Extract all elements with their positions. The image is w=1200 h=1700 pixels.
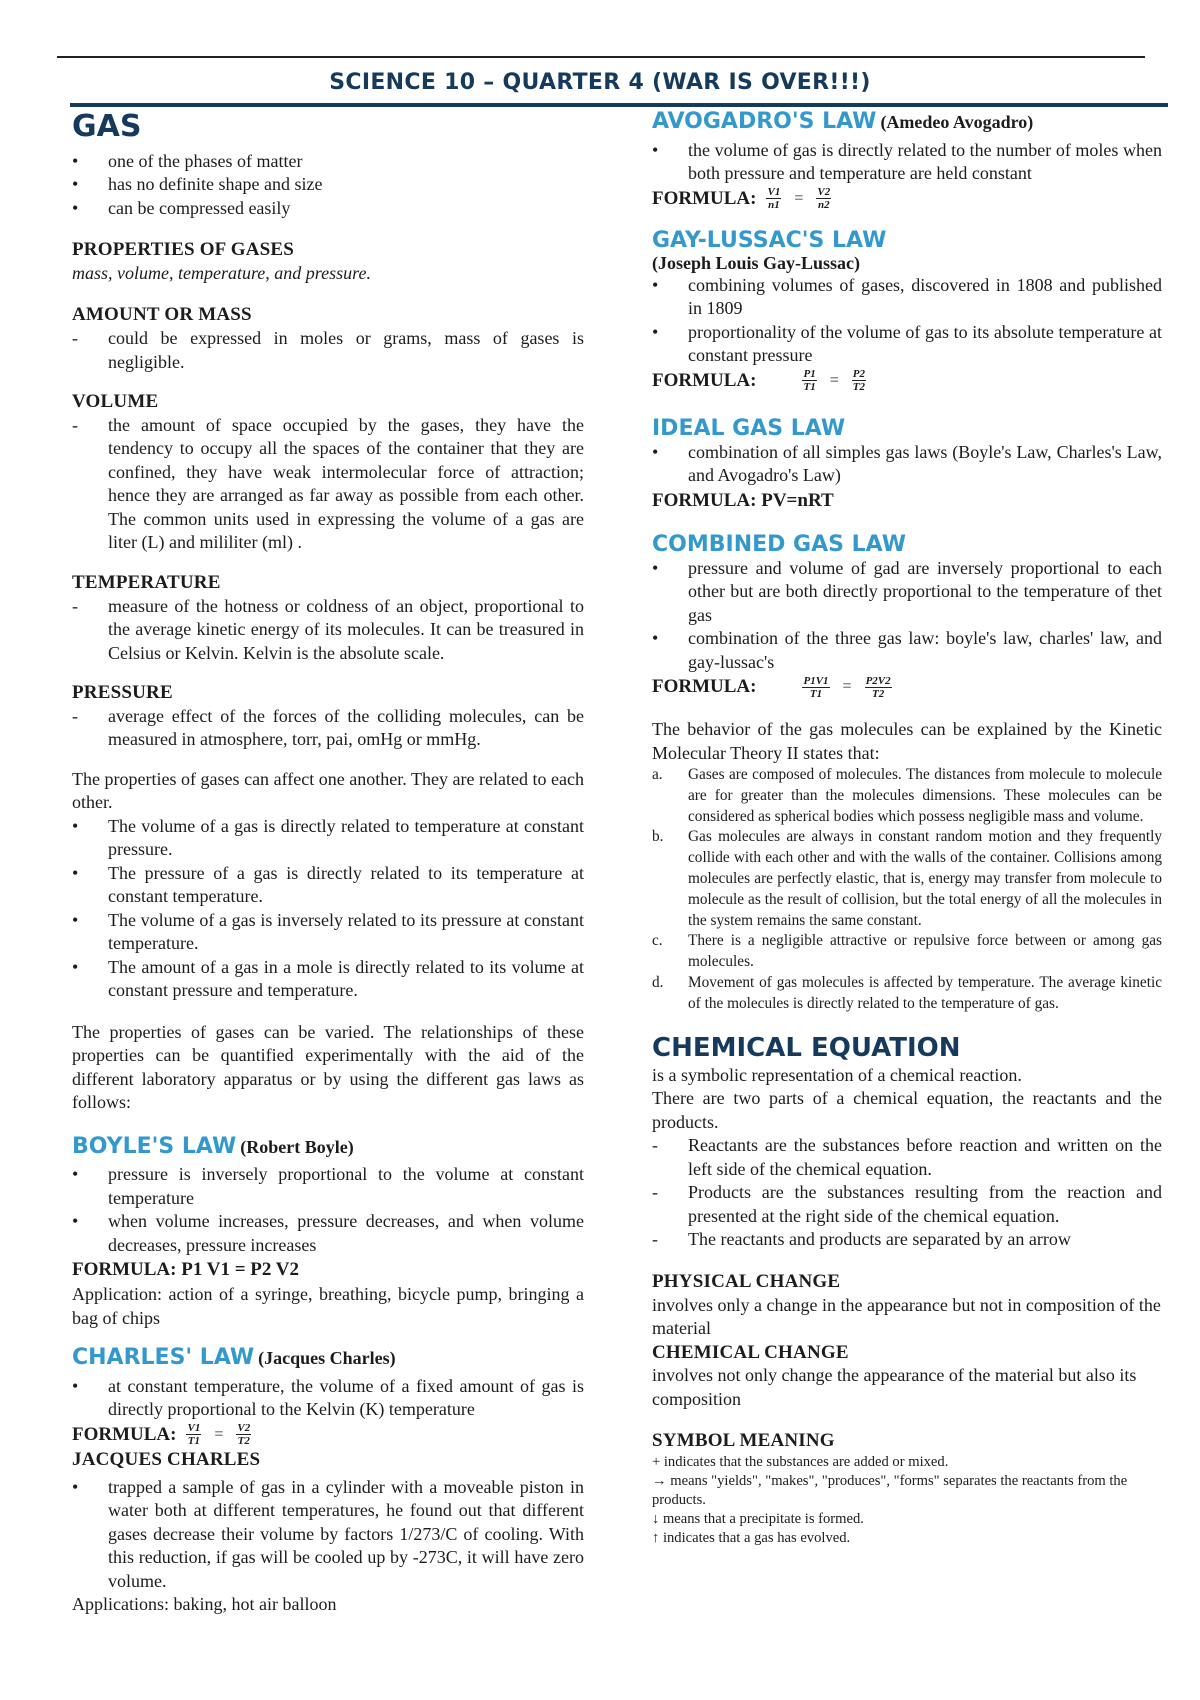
ideal-gas-formula: FORMULA: PV=nRT bbox=[652, 489, 834, 511]
list-item: + indicates that the substances are added or mixed. bbox=[652, 1454, 949, 1471]
list-item: • The volume of a gas is directly related to temperature at constant pressure. bbox=[72, 815, 584, 862]
combined-gas-title: COMBINED GAS LAW bbox=[652, 531, 906, 557]
amount-heading: AMOUNT OR MASS bbox=[72, 304, 252, 326]
pressure-heading: PRESSURE bbox=[72, 682, 173, 703]
list-item: ↓ means that a precipitate is formed. bbox=[652, 1511, 864, 1528]
fraction: $\frac{V2}{T2}$ bbox=[237, 1422, 251, 1448]
charles-person: (Jacques Charles) bbox=[258, 1348, 396, 1369]
list-item: • The pressure of a gas is directly related to its temperature at constant temperature. bbox=[72, 862, 584, 909]
properties-text: mass, volume, temperature, and pressure. bbox=[72, 262, 371, 283]
list-item: • the volume of gas is directly related to the number of moles when both pressure and temperature are held constant bbox=[652, 139, 1162, 186]
formula-label: FORMULA: bbox=[652, 187, 757, 209]
list-item: ↑ indicates that a gas has evolved. bbox=[652, 1530, 851, 1547]
list-item: • can be compressed easily bbox=[72, 197, 584, 221]
jacques-heading: JACQUES CHARLES bbox=[72, 1448, 261, 1470]
charles-formula: FORMULA: $\frac{V1}{T1}$ = $\frac{V2}{T2}$ bbox=[72, 1422, 251, 1448]
physical-change-text: involves only a change in the appearance but not in composition of the material bbox=[652, 1294, 1161, 1339]
list-item: • one of the phases of matter bbox=[72, 150, 584, 174]
avogadro-title: AVOGADRO'S LAW bbox=[652, 109, 877, 134]
symbol-list bbox=[652, 1453, 1162, 1548]
chemical-equation-dashes bbox=[652, 1134, 1162, 1252]
gay-lussac-formula: FORMULA: $\frac{P1}{T1}$ = $\frac{P2}{T2}$ bbox=[652, 368, 865, 394]
left-column bbox=[72, 108, 584, 1617]
avogadro-formula: FORMULA: $\frac{V1}{n1}$ = $\frac{V2}{n2}$ bbox=[652, 186, 831, 212]
gas-title: GAS bbox=[72, 109, 142, 144]
pressure-text: - average effect of the forces of the colliding molecules, can be measured in atmosphere, torr, pai, omHg or mmHg. bbox=[72, 705, 584, 752]
volume-heading: VOLUME bbox=[72, 391, 159, 412]
chemical-equation-title: CHEMICAL EQUATION bbox=[652, 1032, 961, 1063]
charles-title: CHARLES' LAW bbox=[72, 1345, 255, 1371]
fraction: $\frac{V1}{T1}$ bbox=[187, 1422, 201, 1448]
gay-lussac-bullets bbox=[652, 274, 1162, 368]
boyle-formula: FORMULA: P1 V1 = P2 V2 bbox=[72, 1259, 300, 1281]
title-rule bbox=[70, 103, 1168, 107]
list-item: • at constant temperature, the volume of a fixed amount of gas is directly proportional to the Kelvin (K) temperature bbox=[72, 1375, 584, 1422]
list-item: • combination of the three gas law: boyle's law, charles' law, and gay-lussac's bbox=[652, 627, 1162, 674]
formula-label: FORMULA: bbox=[652, 676, 757, 698]
fraction: $\frac{P2V2}{T2}$ bbox=[865, 674, 891, 700]
list-item: - The reactants and products are separated by an arrow bbox=[652, 1228, 1162, 1252]
avogadro-bullets bbox=[652, 139, 1162, 186]
related-bullets bbox=[72, 815, 584, 1003]
temperature-text: - measure of the hotness or coldness of an object, proportional to the average kinetic energy of its molecules. It can be treasured in Celsius or Kelvin. Kelvin is the absolute scale. bbox=[72, 595, 584, 666]
ideal-gas-bullets bbox=[652, 441, 1162, 488]
boyle-bullets bbox=[72, 1163, 584, 1257]
avogadro-heading bbox=[652, 108, 1162, 137]
charles-applications: Applications: baking, hot air balloon bbox=[72, 1594, 337, 1615]
varied-text: The properties of gases can be varied. The relationships of these properties can be quantified experimentally with the aid of the different laboratory apparatus or by using the different gas laws as follows: bbox=[72, 1021, 584, 1113]
page-title: SCIENCE 10 – QUARTER 4 (WAR IS OVER!!!) bbox=[329, 70, 871, 95]
chemical-change-text: involves not only change the appearance of the material but also its composition bbox=[652, 1365, 1137, 1409]
boyle-person: (Robert Boyle) bbox=[240, 1136, 354, 1157]
right-column bbox=[652, 108, 1162, 1548]
list-item: - Reactants are the substances before reaction and written on the left side of the chemical equation. bbox=[652, 1134, 1162, 1181]
list-item: • combination of all simples gas laws (Boyle's Law, Charles's Law, and Avogadro's Law) bbox=[652, 441, 1162, 488]
list-item: → means "yields", "makes", "produces", "forms" separates the reactants from the products. bbox=[652, 1473, 1128, 1509]
volume-text: - the amount of space occupied by the gases, they have the tendency to occupy all the spaces of the container that they are confined, they have weak intermolecular force of attraction; hence they are arranged as far away as possible from each other. The common units used in expressing the volume of a gas are liter (L) and mililiter (ml) . bbox=[72, 414, 584, 555]
chemical-equation-definition: is a symbolic representation of a chemical reaction. bbox=[652, 1064, 1022, 1085]
list-item: • combining volumes of gases, discovered in 1808 and published in 1809 bbox=[652, 274, 1162, 321]
list-item: • pressure is inversely proportional to the volume at constant temperature bbox=[72, 1163, 584, 1210]
list-item: - Products are the substances resulting from the reaction and presented at the right side of the chemical equation. bbox=[652, 1181, 1162, 1228]
kinetic-intro: The behavior of the gas molecules can be explained by the Kinetic Molecular Theory II states that: bbox=[652, 719, 1162, 763]
charles-bullets bbox=[72, 1375, 584, 1422]
list-item: • has no definite shape and size bbox=[72, 173, 584, 197]
fraction: $\frac{P1}{T1}$ bbox=[803, 368, 816, 394]
fraction: $\frac{P1V1}{T1}$ bbox=[803, 674, 829, 700]
charles-heading bbox=[72, 1344, 584, 1373]
fraction: $\frac{V2}{n2}$ bbox=[817, 186, 831, 212]
boyle-heading bbox=[72, 1133, 584, 1162]
related-intro: The properties of gases can affect one another. They are related to each other. bbox=[72, 768, 584, 813]
chemical-change-heading: CHEMICAL CHANGE bbox=[652, 1341, 849, 1363]
fraction: $\frac{P2}{T2}$ bbox=[852, 368, 865, 394]
list-item: • The volume of a gas is inversely related to its pressure at constant temperature. bbox=[72, 909, 584, 956]
gas-bullets bbox=[72, 150, 584, 221]
list-item: • trapped a sample of gas in a cylinder with a moveable piston in water both at different temperatures, he found out that different gases decrease their volume by factors 1/273/C of cooling. With this reduction, if gas will be cooled up by -273C, it will have zero volume. bbox=[72, 1476, 584, 1594]
list-item: d. Movement of gas molecules is affected by temperature. The average kinetic of the molecules is directly related to the temperature of gas. bbox=[652, 974, 1162, 1012]
chemical-equation-parts: There are two parts of a chemical equation, the reactants and the products. bbox=[652, 1088, 1162, 1132]
gay-lussac-title: GAY-LUSSAC'S LAW bbox=[652, 227, 887, 253]
ideal-gas-title: IDEAL GAS LAW bbox=[652, 415, 846, 441]
list-item: • The amount of a gas in a mole is directly related to its volume at constant pressure and temperature. bbox=[72, 956, 584, 1003]
fraction: $\frac{V1}{n1}$ bbox=[767, 186, 781, 212]
avogadro-person: (Amedeo Avogadro) bbox=[880, 112, 1034, 132]
list-item: • proportionality of the volume of gas to its absolute temperature at constant pressure bbox=[652, 321, 1162, 368]
list-item: b. Gas molecules are always in constant random motion and they frequently collide with each other and with the walls of the container. Collisions among molecules are perfectly elastic, that is, energy may transfer from molecule to molecule as the result of collision, but the total energy of all the molecules in the system remains the same constant. bbox=[652, 828, 1162, 929]
list-item: a. Gases are composed of molecules. The distances from molecule to molecule are for greater than the molecules dimensions. These molecules can be considered as spherical bodies which possess negligible mass and volume. bbox=[652, 766, 1162, 825]
list-item: • pressure and volume of gad are inversely proportional to each other but are both directly proportional to the temperature of thet gas bbox=[652, 557, 1162, 628]
list-item: c. There is a negligible attractive or repulsive force between or among gas molecules. bbox=[652, 932, 1162, 971]
temperature-heading: TEMPERATURE bbox=[72, 571, 221, 593]
kinetic-list bbox=[652, 765, 1162, 1015]
properties-heading: PROPERTIES OF GASES bbox=[72, 239, 295, 260]
combined-gas-bullets bbox=[652, 557, 1162, 675]
combined-gas-formula: FORMULA: $\frac{P1V1}{T1}$ = $\frac{P2V2}{T2}$ bbox=[652, 674, 891, 700]
symbol-meaning-heading: SYMBOL MEANING bbox=[652, 1430, 835, 1452]
formula-label: FORMULA: bbox=[72, 1423, 177, 1445]
boyle-application: Application: action of a syringe, breathing, bicycle pump, bringing a bag of chips bbox=[72, 1284, 584, 1328]
jacques-bullets bbox=[72, 1476, 584, 1594]
boyle-title: BOYLE'S LAW bbox=[72, 1133, 237, 1159]
formula-label: FORMULA: bbox=[652, 369, 757, 391]
gay-lussac-person: (Joseph Louis Gay-Lussac) bbox=[652, 252, 861, 273]
top-rule bbox=[57, 56, 1145, 58]
physical-change-heading: PHYSICAL CHANGE bbox=[652, 1270, 841, 1292]
list-item: • when volume increases, pressure decreases, and when volume decreases, pressure increases bbox=[72, 1210, 584, 1257]
amount-text: - could be expressed in moles or grams, mass of gases is negligible. bbox=[72, 327, 584, 374]
